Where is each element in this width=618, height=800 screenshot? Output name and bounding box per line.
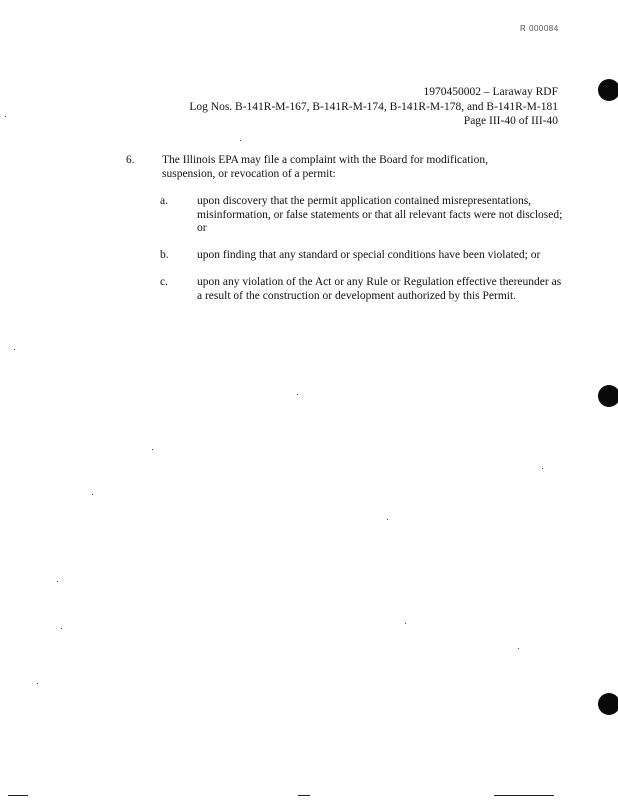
scan-speck: [14, 349, 15, 350]
condition-text: The Illinois EPA may file a complaint with the Board for modification, suspension, or revocation of a permit:: [162, 154, 488, 180]
scan-speck: [61, 628, 62, 629]
scan-speck: [152, 449, 153, 450]
header-log-numbers-line: Log Nos. B-141R-M-167, B-141R-M-174, B-141R-M-178, and B-141R-M-181: [189, 100, 558, 113]
punch-hole: [598, 385, 618, 407]
item-letter: b.: [160, 249, 169, 261]
item-letter: c.: [160, 276, 168, 288]
scan-speck: [5, 116, 6, 117]
document-header: [189, 85, 558, 129]
header-page-number-line: Page III-40 of III-40: [463, 115, 558, 127]
scan-speck: [92, 494, 93, 495]
item-text: upon any violation of the Act or any Rule or Regulation effective thereunder as a result of the construction or development authorized by this Permit.: [197, 276, 562, 302]
item-text: upon discovery that the permit application contained misrepresentations, misinformation, or false statements or that all relevant facts were not disclosed; or: [197, 195, 563, 234]
scan-edge-line: [494, 795, 554, 796]
bates-number: R 000084: [520, 24, 559, 33]
scan-speck: [405, 623, 406, 624]
item-letter: a.: [160, 195, 168, 207]
scan-edge-line: [298, 795, 310, 796]
scan-speck: [518, 648, 519, 649]
scan-speck: [37, 683, 38, 684]
item-text: upon finding that any standard or special conditions have been violated; or: [197, 249, 541, 261]
scan-speck: [297, 394, 298, 395]
scan-edge-line: [8, 795, 28, 796]
scan-speck: [57, 581, 58, 582]
punch-hole: [598, 79, 618, 101]
header-facility-line: 1970450002 – Laraway RDF: [423, 86, 558, 98]
punch-hole: [598, 693, 618, 715]
condition-number: 6.: [126, 154, 135, 166]
scan-speck: [387, 519, 388, 520]
scan-speck: [240, 140, 241, 141]
scan-speck: [542, 468, 543, 469]
